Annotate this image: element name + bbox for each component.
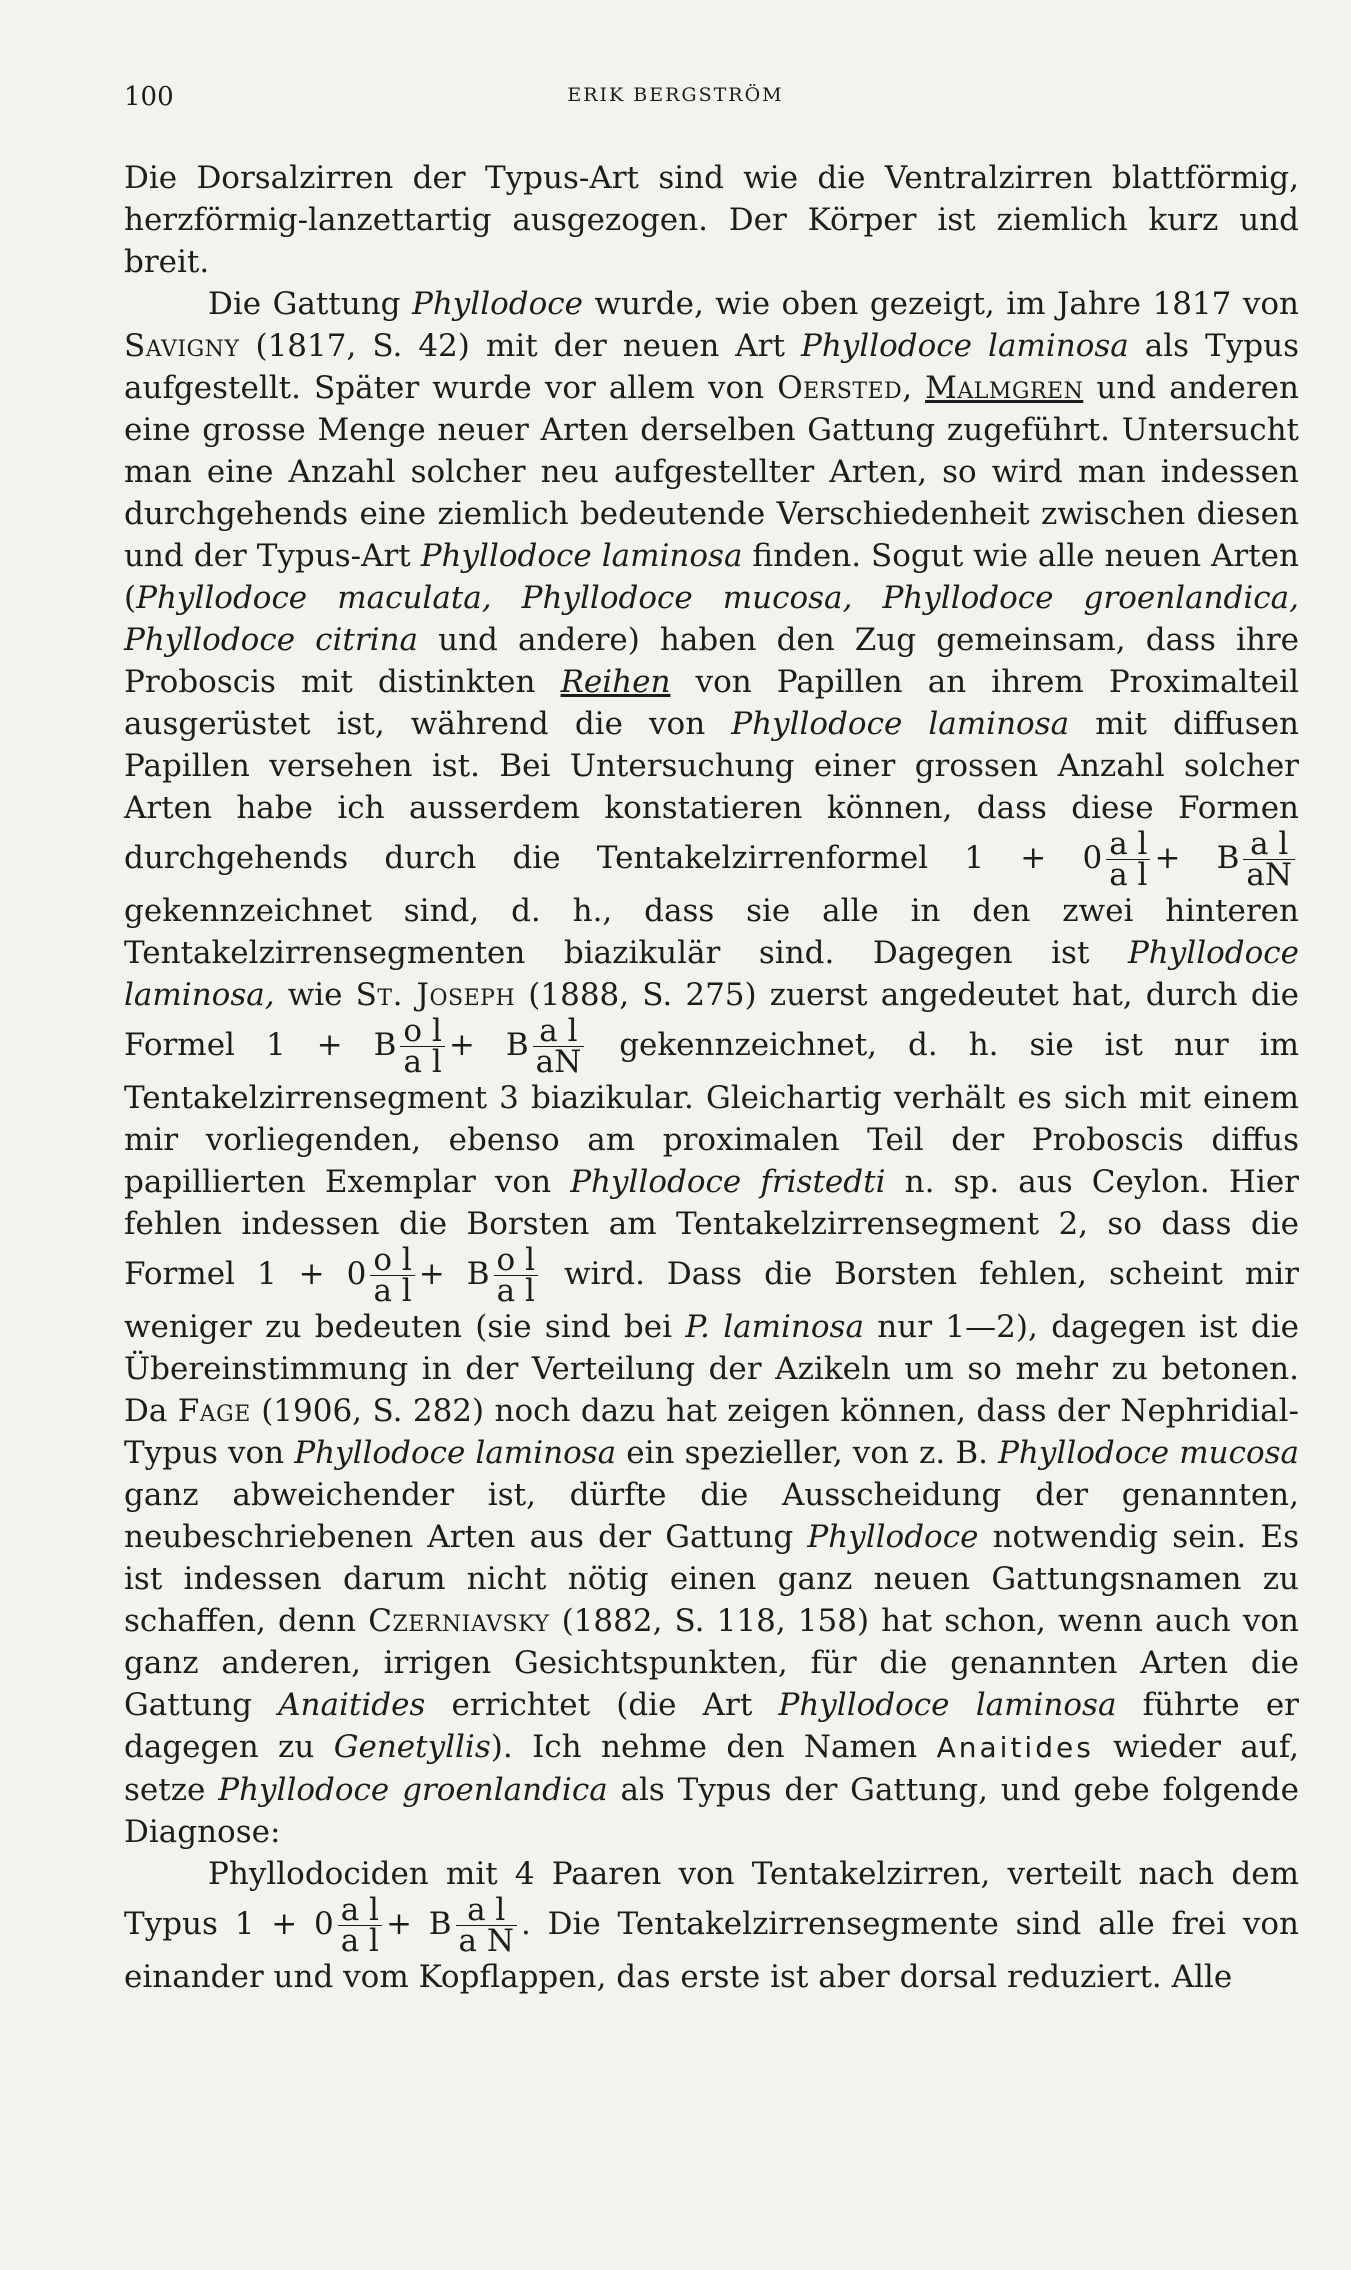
- species-name: Phyllodoce laminosa: [778, 1687, 1117, 1723]
- text-run: ein spezieller, von z. B.: [616, 1435, 999, 1471]
- author-name: St. Joseph: [355, 977, 516, 1013]
- species-name: Phyllodoce laminosa: [294, 1435, 617, 1471]
- species-name: P. laminosa: [685, 1309, 864, 1345]
- formula-fraction: $\frac{\text{a l}}{\text{a l}}$: [1106, 829, 1150, 890]
- text-run: von Papillen an ihrem Proximalteil ausgerüstet ist, während die von: [124, 664, 1299, 742]
- genus-name: Anaitides: [278, 1687, 426, 1723]
- text-run: + B: [448, 1027, 529, 1063]
- species-name: Phyllodoce laminosa: [420, 538, 743, 574]
- author-name: Oersted: [777, 370, 903, 406]
- text-run: ). Ich nehme den Namen: [490, 1729, 937, 1765]
- author-name: Savigny: [124, 328, 240, 364]
- species-name: Phyllodoce groenlandica: [218, 1772, 608, 1808]
- text-run: gekennzeichnet sind, d. h., dass sie alle in den zwei hinteren Tentakelzirrensegmenten biazikulär sind. Dagegen ist: [124, 893, 1299, 971]
- text-run: ,: [902, 370, 926, 406]
- formula-fraction: $\frac{\text{a l}}{\text{a N}}$: [456, 1895, 517, 1956]
- text-run: (1888, S. 275) zuerst angedeutet hat, durch die Formel 1 + B: [124, 977, 1299, 1063]
- species-list: Phyllodoce maculata, Phyllodoce mucosa, Phyllodoce groenlandica, Phyllodoce citrina: [124, 580, 1299, 658]
- genus-name: Phyllodoce: [807, 1519, 979, 1555]
- text-run: + B: [385, 1906, 452, 1942]
- text-run: (1817, S. 42) mit der neuen Art: [239, 328, 801, 364]
- text-run: finden. Sogut wie alle neuen Arten (: [124, 538, 1299, 616]
- author-name: Malmgren: [925, 370, 1084, 406]
- text-run: (1906, S. 282) noch dazu hat zeigen können, dass der Nephridial-Typus von: [124, 1393, 1299, 1471]
- species-name: Phyllodoce fristedti: [570, 1164, 886, 1200]
- text-run: führte er dagegen zu: [124, 1687, 1300, 1765]
- genus-name: Phyllodoce: [411, 286, 584, 322]
- text-run: wieder auf, setze: [124, 1729, 1299, 1808]
- page-body: [124, 157, 1299, 1998]
- species-name: Phyllodoce mucosa: [998, 1435, 1300, 1471]
- page-header: [124, 82, 1227, 122]
- text-run: als Typus aufgestellt. Später wurde vor allem von: [124, 328, 1300, 406]
- text-run: . Die Tentakelzirrensegmente sind alle frei von einander und vom Kopflappen, das erste ist aber dorsal reduziert. Alle: [124, 1906, 1299, 1995]
- paragraph-1: Die Dorsalzirren der Typus-Art sind wie die Ventralzirren blattförmig, herzförmig-lanzettartig ausgezogen. Der Körper ist ziemlich kurz und breit.: [124, 160, 1299, 280]
- text-run: Phyllodociden mit 4 Paaren von Tentakelzirren, verteilt nach dem Typus 1 + 0: [124, 1856, 1299, 1942]
- author-name: Czerniavsky: [368, 1603, 550, 1639]
- text-run: notwendig sein. Es ist indessen darum nicht nötig einen ganz neuen Gattungsnamen zu schaffen, denn: [124, 1519, 1299, 1639]
- paragraph-3: [124, 1853, 1299, 1998]
- text-run: wird. Dass die Borsten fehlen, scheint mir weniger zu bedeuten (sie sind bei: [124, 1256, 1300, 1345]
- paragraph-2: [124, 283, 1299, 1853]
- text-run: und anderen eine grosse Menge neuer Arten derselben Gattung zugeführt. Untersucht man eine Anzahl solcher neu aufgestellter Arten, so wird man indessen durchgehends eine ziemlich bedeutende Verschiedenheit zwischen diesen und der Typus-Art: [124, 370, 1299, 574]
- species-name: Phyllodoce laminosa: [731, 706, 1070, 742]
- formula-fraction: $\frac{\text{a l}}{aN}$: [533, 1016, 585, 1077]
- page-number: 100: [124, 82, 174, 112]
- genus-name: Genetyllis: [333, 1729, 491, 1765]
- text-run: ganz abweichender ist, dürfte die Ausscheidung der genannten, neubeschriebenen Arten aus der Gattung: [124, 1477, 1299, 1555]
- text-run: errichtet (die Art: [425, 1687, 779, 1723]
- text-run: + B: [1154, 840, 1240, 876]
- text-run: n. sp. aus Ceylon. Hier fehlen indessen die Borsten am Tentakelzirrensegment 2, so dass die Formel 1 + 0: [124, 1164, 1299, 1292]
- text-run: wurde, wie oben gezeigt, im Jahre 1817 von: [583, 286, 1299, 322]
- text-run: Die Gattung: [208, 286, 412, 322]
- text-run: nur 1—2), dagegen ist die Übereinstimmung in der Verteilung der Azikeln um so mehr zu betonen. Da: [124, 1309, 1299, 1429]
- text-run: wie: [274, 977, 356, 1013]
- text-run: mit diffusen Papillen versehen ist. Bei Untersuchung einer grossen Anzahl solcher Arten habe ich ausserdem konstatieren können, dass diese Formen durchgehends durch die Tentakelzirrenformel 1 + 0: [124, 706, 1300, 876]
- text-run: (1882, S. 118, 158) hat schon, wenn auch von ganz anderen, irrigen Gesichtspunkten, für die genannten Arten die Gattung: [124, 1603, 1299, 1723]
- species-name: Phyllodoce laminosa: [800, 328, 1129, 364]
- formula-fraction: $\frac{\text{a l}}{\text{a l}}$: [338, 1895, 382, 1956]
- text-run: gekennzeichnet, d. h. sie ist nur im Tentakelzirrensegment 3 biazikular. Gleichartig verhält es sich mit einem mir vorliegenden, ebenso am proximalen Teil der Proboscis diffus papillierten Exemplar von: [124, 1027, 1299, 1200]
- formula-fraction: $\frac{\text{o l}}{\text{a l}}$: [400, 1016, 444, 1077]
- text-run: als Typus der Gattung, und gebe folgende Diagnose:: [124, 1772, 1299, 1850]
- genus-name-spaced: Anaitides: [936, 1731, 1094, 1764]
- text-run: + B: [418, 1256, 490, 1292]
- formula-fraction: $\frac{\text{o l}}{\text{a l}}$: [370, 1245, 414, 1306]
- text-run: und andere) haben den Zug gemeinsam, dass ihre Proboscis mit distinkten: [124, 622, 1299, 700]
- formula-fraction: $\frac{\text{o l}}{\text{a l}}$: [494, 1245, 538, 1306]
- formula-fraction: $\frac{\text{a l}}{aN}$: [1243, 829, 1295, 890]
- running-head: ERIK BERGSTRÖM: [567, 84, 784, 106]
- emphasis-reihen: Reihen: [560, 664, 671, 700]
- species-name: Phyllodoce laminosa,: [124, 935, 1299, 1013]
- author-name: Fage: [177, 1393, 251, 1429]
